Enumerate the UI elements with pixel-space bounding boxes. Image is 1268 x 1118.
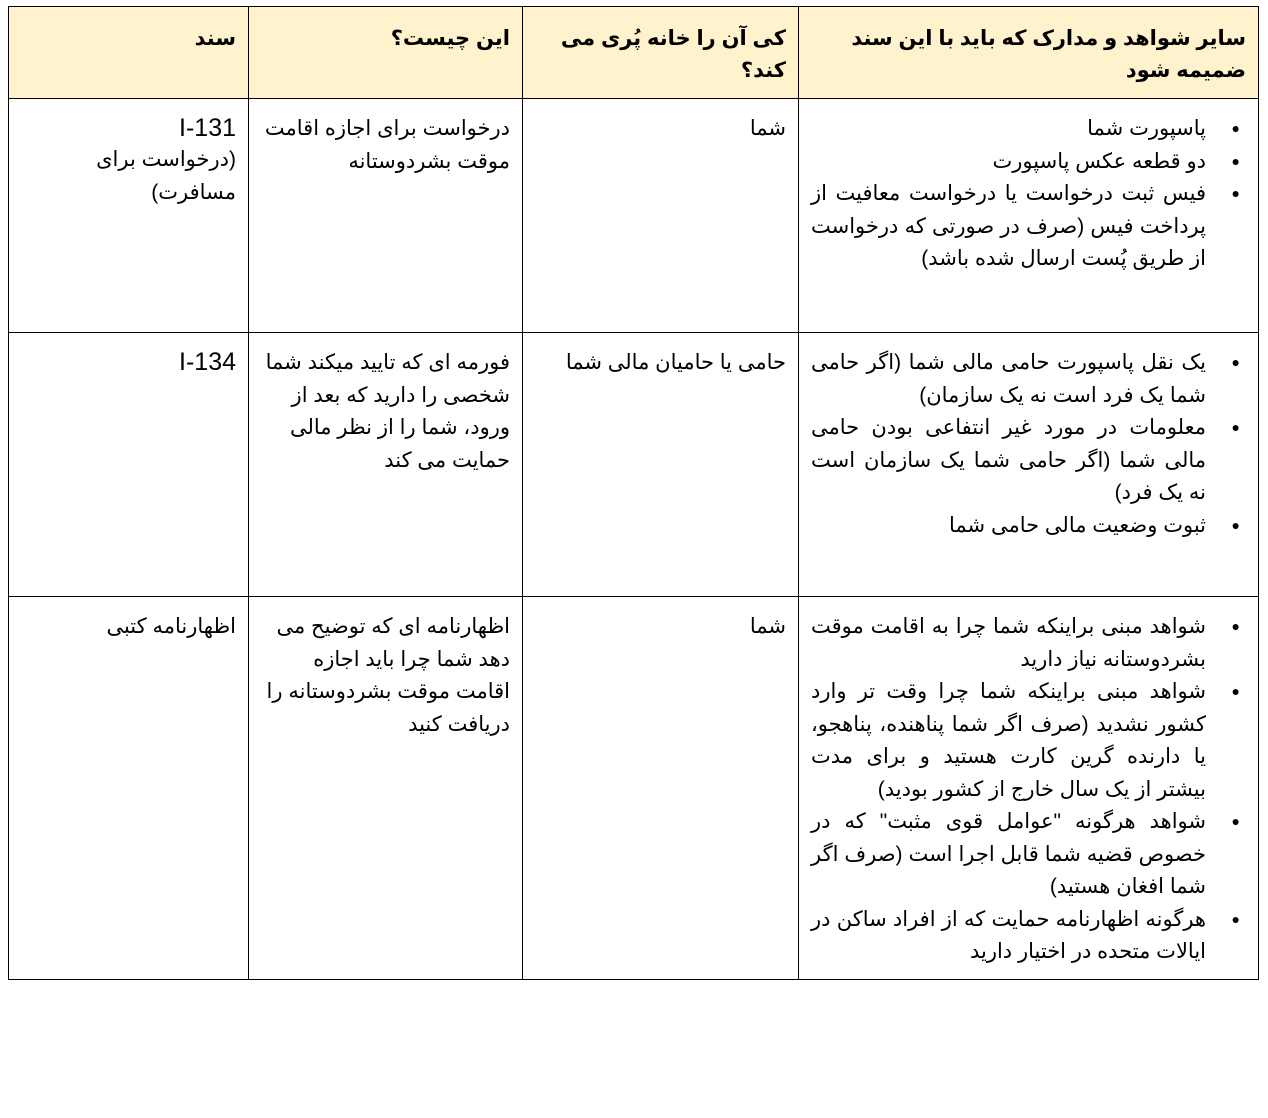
list-item: ● هرگونه اظهارنامه حمایت که از افراد ساکن در ایالات متحده در اختیار دارید bbox=[811, 904, 1206, 969]
table-row bbox=[9, 99, 1259, 333]
list-item: ● شواهد مبنی براینکه شما چرا به اقامت موقت بشردوستانه نیاز دارید bbox=[811, 611, 1206, 676]
list-item: ● شواهد مبنی براینکه شما چرا وقت تر وارد کشور نشدید (صرف اگر شما پناهنده، پناهجو، یا دارنده گرین کارت هستید و برای مدت بیشتر از یک سال خارج از کشور بودید) bbox=[811, 676, 1206, 806]
table-row bbox=[9, 597, 1259, 980]
who-cell: حامی یا حامیان مالی شما bbox=[523, 333, 799, 597]
who-cell: شما bbox=[523, 597, 799, 980]
list-item: ● پاسپورت شما bbox=[811, 113, 1206, 146]
table-row bbox=[9, 333, 1259, 597]
document-cell bbox=[9, 333, 249, 597]
who-cell: شما bbox=[523, 99, 799, 333]
what-cell: درخواست برای اجازه اقامت موقت بشردوستانه bbox=[249, 99, 523, 333]
list-item: ● یک نقل پاسپورت حامی مالی شما (اگر حامی شما یک فرد است نه یک سازمان) bbox=[811, 347, 1206, 412]
document-cell bbox=[9, 99, 249, 333]
list-item: ● دو قطعه عکس پاسپورت bbox=[811, 146, 1206, 179]
document-code: I-134 bbox=[179, 348, 236, 376]
list-item: ● ثبوت وضعیت مالی حامی شما bbox=[811, 510, 1206, 543]
what-cell: اظهارنامه ای که توضیح می دهد شما چرا باید اجازه اقامت موقت بشردوستانه را دریافت کنید bbox=[249, 597, 523, 980]
evidence-list bbox=[811, 113, 1246, 276]
document-code: I-131 bbox=[179, 114, 236, 142]
header-document: سند bbox=[9, 7, 249, 99]
header-evidence: سایر شواهد و مدارک که باید با این سند ضمیمه شود bbox=[799, 7, 1259, 99]
list-item: ● فیس ثبت درخواست یا درخواست معافیت از پرداخت فیس (صرف در صورتی که درخواست از طریق پُست ارسال شده باشد) bbox=[811, 178, 1206, 276]
document-title: اظهارنامه کتبی bbox=[106, 615, 236, 638]
list-item: ● معلومات در مورد غیر انتفاعی بودن حامی مالی شما (اگر حامی شما یک سازمان است نه یک فرد) bbox=[811, 412, 1206, 510]
evidence-cell bbox=[799, 333, 1259, 597]
evidence-cell bbox=[799, 99, 1259, 333]
table-header-row bbox=[9, 7, 1259, 99]
header-what-is-it: این چیست؟ bbox=[249, 7, 523, 99]
header-who-fills: کی آن را خانه پُری می کند؟ bbox=[523, 7, 799, 99]
evidence-list bbox=[811, 347, 1246, 542]
evidence-cell bbox=[799, 597, 1259, 980]
document-subtitle: (درخواست برای مسافرت) bbox=[96, 148, 236, 204]
list-item: ● شواهد هرگونه "عوامل قوی مثبت" که در خصوص قضیه شما قابل اجرا است (صرف اگر شما افغان هستید) bbox=[811, 806, 1206, 904]
what-cell: فورمه ای که تایید میکند شما شخصی را دارید که بعد از ورود، شما را از نظر مالی حمایت می کند bbox=[249, 333, 523, 597]
document-cell bbox=[9, 597, 249, 980]
evidence-list bbox=[811, 611, 1246, 969]
documents-table bbox=[8, 6, 1259, 980]
